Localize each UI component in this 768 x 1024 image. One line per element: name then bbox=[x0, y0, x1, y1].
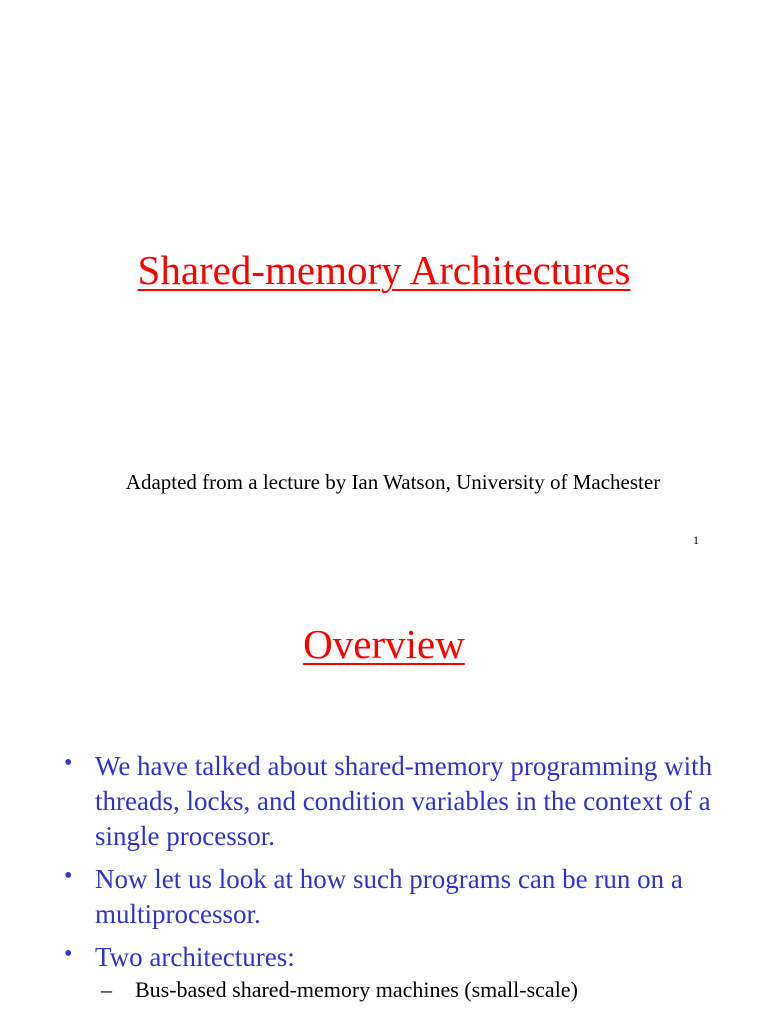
bullet-text: Now let us look at how such programs can be run on a multiprocessor. bbox=[95, 864, 683, 929]
slide-2 bbox=[0, 560, 768, 1024]
bullet-text: We have talked about shared-memory programming with threads, locks, and condition variables in the context of a single processor. bbox=[95, 751, 713, 851]
slide-title: Shared-memory Architectures bbox=[137, 247, 631, 293]
bullet-item bbox=[64, 749, 754, 854]
bullet-item bbox=[64, 940, 754, 1005]
bullet-text: Two architectures: bbox=[95, 942, 295, 972]
slide-subtitle: Adapted from a lecture by Ian Watson, University of Machester bbox=[125, 470, 661, 494]
sub-bullet-text: Bus-based shared-memory machines (small-scale) bbox=[135, 977, 578, 1002]
sub-bullet-list bbox=[95, 975, 754, 1005]
bullet-item bbox=[64, 862, 754, 932]
slide-title: Overview bbox=[303, 621, 465, 667]
bullet-marker: • bbox=[64, 750, 73, 776]
bullet-marker: • bbox=[64, 863, 73, 889]
page-number: 1 bbox=[693, 533, 699, 547]
sub-bullet-item bbox=[101, 975, 754, 1005]
bullet-list bbox=[64, 749, 754, 1013]
bullet-marker: • bbox=[64, 941, 73, 967]
sub-bullet-marker: – bbox=[101, 977, 112, 1002]
